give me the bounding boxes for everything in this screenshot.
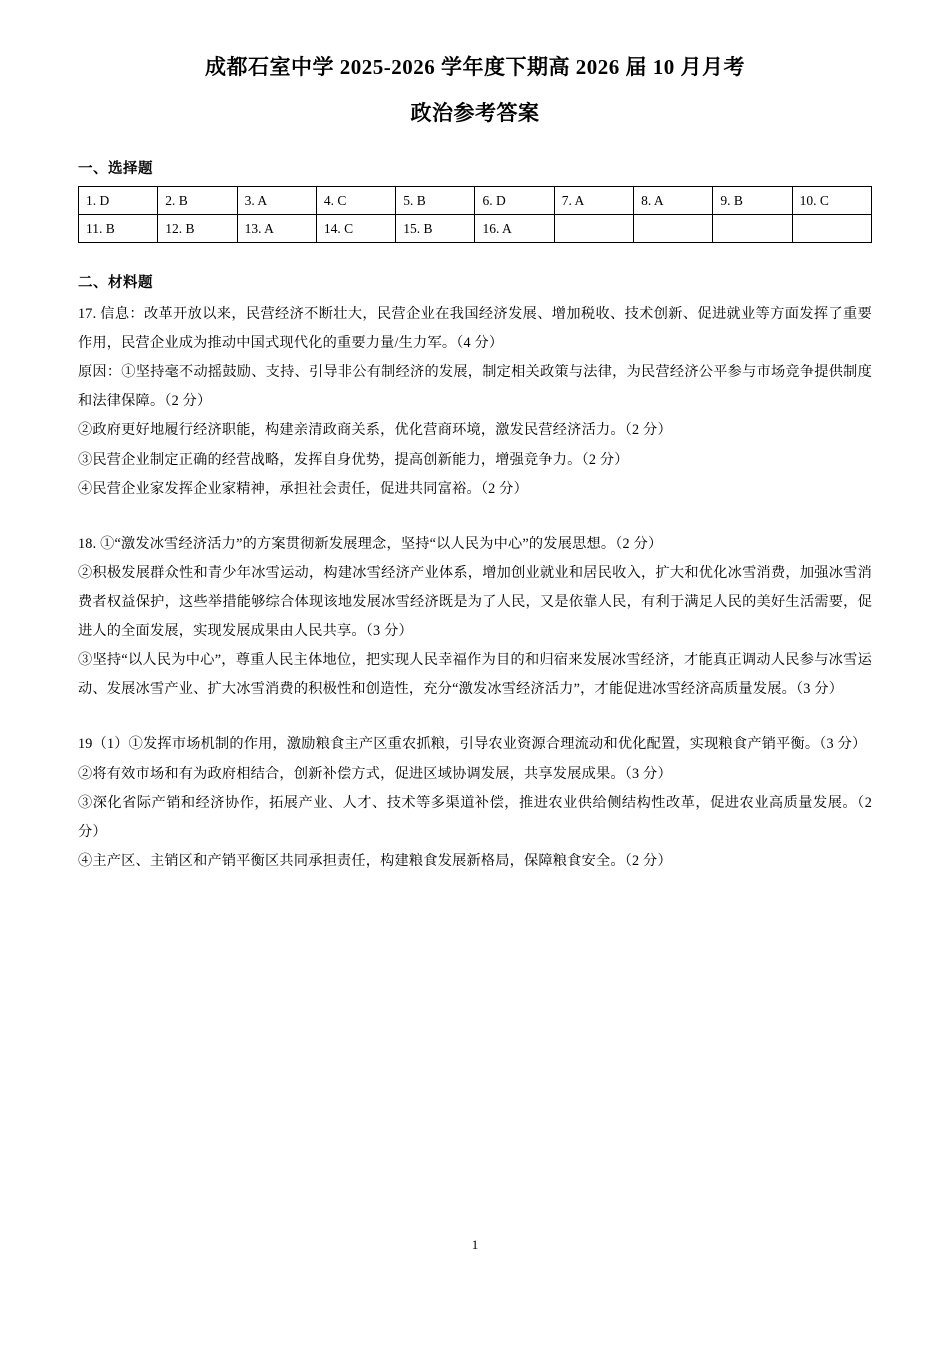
answer-block-17	[78, 300, 872, 504]
answer-cell: 13. A	[237, 215, 316, 243]
answer-cell: 10. C	[792, 187, 871, 215]
answer-cell: 15. B	[396, 215, 475, 243]
answer-paragraph: ②将有效市场和有为政府相结合，创新补偿方式，促进区域协调发展，共享发展成果。（3 分）	[78, 765, 672, 782]
paragraph-spacer	[78, 704, 872, 726]
answer-cell: 3. A	[237, 187, 316, 215]
answer-paragraph: 原因：①坚持毫不动摇鼓励、支持、引导非公有制经济的发展，制定相关政策与法律，为民营经济公平参与市场竞争提供制度和法律保障。（2 分）	[78, 364, 872, 410]
answer-cell: 9. B	[713, 187, 792, 215]
answer-cell	[713, 215, 792, 243]
section-heading-material: 二、材料题	[78, 275, 153, 291]
answer-paragraph: 19（1）①发挥市场机制的作用，激励粮食主产区重农抓粮，引导农业资源合理流动和优化配置，实现粮食产销平衡。（3 分）	[78, 736, 867, 753]
answer-cell	[634, 215, 713, 243]
answer-cell	[554, 215, 633, 243]
answer-block-18	[78, 530, 872, 705]
page-title-line2: 政治参考答案	[410, 100, 540, 125]
answer-cell: 5. B	[396, 187, 475, 215]
page-title-line1: 成都石室中学 2025-2026 学年度下期高 2026 届 10 月月考	[205, 55, 745, 79]
paragraph-spacer	[78, 504, 872, 526]
answer-paragraph: 18. ①“激发冰雪经济活力”的方案贯彻新发展理念，坚持“以人民为中心”的发展思想。（2 分）	[78, 535, 663, 552]
answer-cell	[792, 215, 871, 243]
answer-cell: 7. A	[554, 187, 633, 215]
table-row	[79, 215, 872, 243]
answer-paragraph: ②积极发展群众性和青少年冰雪运动，构建冰雪经济产业体系，增加创业就业和居民收入，扩大和优化冰雪消费，加强冰雪消费者权益保护，这些举措能够综合体现该地发展冰雪经济既是为了人民，又是依靠人民，有利于满足人民的美好生活需要，促进人的全面发展，实现发展成果由人民共享。（3 分）	[78, 564, 872, 640]
answer-cell: 16. A	[475, 215, 554, 243]
answer-cell: 4. C	[316, 187, 395, 215]
answer-cell: 8. A	[634, 187, 713, 215]
answer-cell: 1. D	[79, 187, 158, 215]
answer-paragraph: ③深化省际产销和经济协作，拓展产业、人才、技术等多渠道补偿，推进农业供给侧结构性改革，促进农业高质量发展。（2 分）	[78, 794, 872, 840]
answer-paragraph: ②政府更好地履行经济职能，构建亲清政商关系，优化营商环境，激发民营经济活力。（2 分）	[78, 422, 672, 439]
answer-paragraph: ③坚持“以人民为中心”，尊重人民主体地位，把实现人民幸福作为目的和归宿来发展冰雪经济，才能真正调动人民参与冰雪运动、发展冰雪产业、扩大冰雪消费的积极性和创造性，充分“激发冰雪经济活力”，才能促进冰雪经济高质量发展。（3 分）	[78, 652, 872, 698]
answer-cell: 6. D	[475, 187, 554, 215]
answer-paragraph: ③民营企业制定正确的经营战略，发挥自身优势，提高创新能力，增强竞争力。（2 分）	[78, 451, 629, 468]
choice-answers-table	[78, 186, 872, 243]
answer-paragraph: ④民营企业家发挥企业家精神，承担社会责任，促进共同富裕。（2 分）	[78, 480, 528, 497]
section-heading-choice: 一、选择题	[78, 161, 153, 177]
answer-cell: 2. B	[158, 187, 237, 215]
answer-block-19	[78, 730, 872, 876]
answer-paragraph: 17. 信息：改革开放以来，民营经济不断壮大，民营企业在我国经济发展、增加税收、技术创新、促进就业等方面发挥了重要作用，民营企业成为推动中国式现代化的重要力量/生力军。（4 分）	[78, 306, 872, 352]
answer-paragraph: ④主产区、主销区和产销平衡区共同承担责任，构建粮食发展新格局，保障粮食安全。（2 分）	[78, 852, 672, 869]
page-number: 1	[471, 1237, 479, 1252]
answer-cell: 12. B	[158, 215, 237, 243]
answer-cell: 11. B	[79, 215, 158, 243]
answer-cell: 14. C	[316, 215, 395, 243]
table-row	[79, 187, 872, 215]
